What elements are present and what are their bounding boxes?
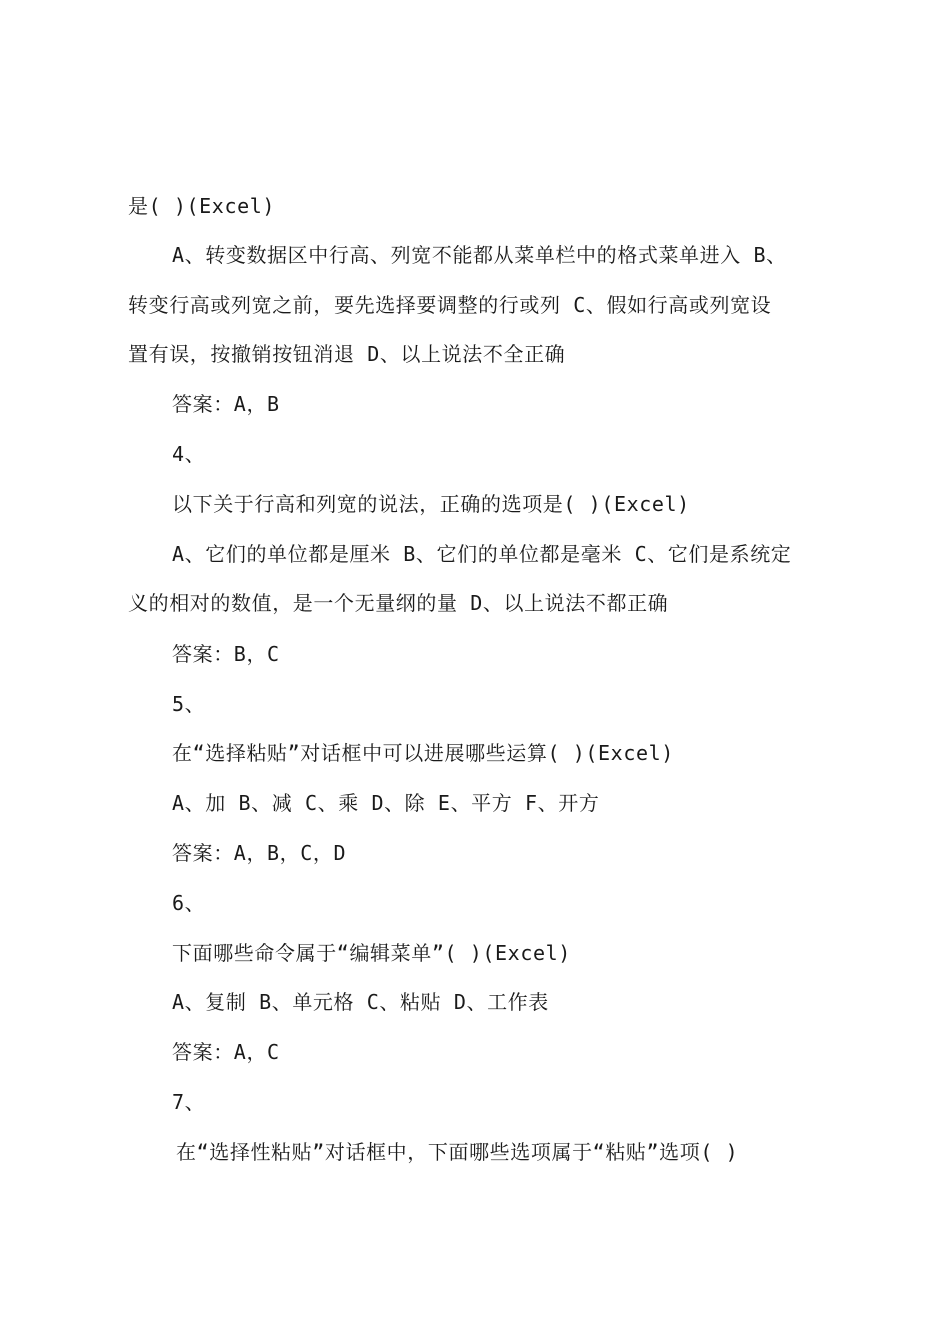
question-7-stem: 在“选择性粘贴”对话框中，下面哪些选项属于“粘贴”选项( ) <box>176 1140 739 1164</box>
question-3-answer: 答案：A，B <box>172 392 280 416</box>
question-4-options-line-2: 义的相对的数值，是一个无量纲的量 D、以上说法不都正确 <box>128 591 669 615</box>
question-3-options-line-3: 置有误，按撤销按钮消退 D、以上说法不全正确 <box>128 342 566 366</box>
question-3-options-line-1: A、转变数据区中行高、列宽不能都从菜单栏中的格式菜单进入 B、 <box>172 243 787 267</box>
question-4-options-line-1: A、它们的单位都是厘米 B、它们的单位都是毫米 C、它们是系统定 <box>172 542 792 566</box>
question-7-number: 7、 <box>172 1090 206 1114</box>
question-4-answer: 答案：B，C <box>172 642 280 666</box>
question-5-number: 5、 <box>172 692 206 716</box>
question-6-stem: 下面哪些命令属于“编辑菜单”( )(Excel) <box>172 941 571 965</box>
question-5-stem: 在“选择粘贴”对话框中可以进展哪些运算( )(Excel) <box>172 741 674 765</box>
question-5-options: A、加 B、减 C、乘 D、除 E、平方 F、开方 <box>172 791 600 815</box>
question-4-number: 4、 <box>172 442 206 466</box>
question-6-number: 6、 <box>172 891 206 915</box>
question-6-answer: 答案：A，C <box>172 1040 280 1064</box>
question-5-answer: 答案：A，B，C，D <box>172 841 347 865</box>
question-3-stem-end: 是( )(Excel) <box>128 194 276 218</box>
question-3-options-line-2: 转变行高或列宽之前，要先选择要调整的行或列 C、假如行高或列宽设 <box>128 293 772 317</box>
question-4-stem: 以下关于行高和列宽的说法，正确的选项是( )(Excel) <box>172 492 690 516</box>
question-6-options: A、复制 B、单元格 C、粘贴 D、工作表 <box>172 990 549 1014</box>
